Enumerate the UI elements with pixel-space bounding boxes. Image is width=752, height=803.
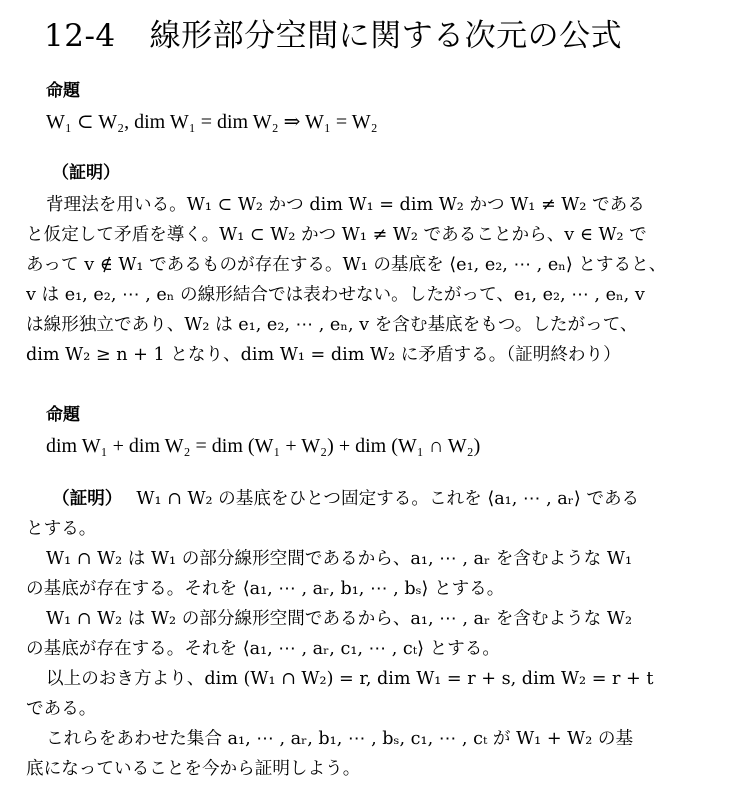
- proposition-1: [26, 78, 718, 136]
- proof-body: [26, 484, 718, 784]
- proof-line: 以上のおき方より、dim (W₁ ∩ W₂) = r, dim W₁ = r + s, dim W₂ = r + t: [46, 669, 654, 689]
- proof-label: （証明）: [52, 489, 123, 509]
- proof-line: W₁ ∩ W₂ の基底をひとつ固定する。これを ⟨a₁, ⋯ , aᵣ⟩ である: [136, 489, 640, 509]
- proof-body: [26, 190, 718, 370]
- proposition-label: 命題: [46, 405, 80, 425]
- proof-line: とする。: [26, 519, 97, 539]
- proof-first-line: [26, 484, 718, 514]
- proposition-2: [26, 402, 718, 460]
- proof-line: の基底が存在する。それを ⟨a₁, ⋯ , aᵣ, b₁, ⋯ , bₛ⟩ とする。: [26, 579, 505, 599]
- proof-line: W₁ ∩ W₂ は W₂ の部分線形空間であるから、a₁, ⋯ , aᵣ を含むような W₂: [46, 609, 633, 629]
- proof-line: と仮定して矛盾を導く。W₁ ⊂ W₂ かつ W₁ ≠ W₂ であることから、v ∈ W₂ で: [26, 225, 647, 245]
- proposition-formula: W₁ ⊂ W₂, dim W₁ = dim W₂ ⇒ W₁ = W₂: [46, 111, 378, 133]
- proof-line: である。: [26, 699, 97, 719]
- proof-line: は線形独立であり、W₂ は e₁, e₂, ⋯ , eₙ, v を含む基底をもつ。したがって、: [26, 315, 638, 335]
- proof-line: 底になっていることを今から証明しよう。: [26, 759, 361, 779]
- section-number: 12-4: [44, 18, 116, 54]
- proof-line: これらをあわせた集合 a₁, ⋯ , aᵣ, b₁, ⋯ , bₛ, c₁, ⋯ , cₜ が W₁ + W₂ の基: [46, 729, 634, 749]
- section-title: [44, 10, 622, 55]
- proof-line: v は e₁, e₂, ⋯ , eₙ の線形結合では表わせない。したがって、e₁, e₂, ⋯ , eₙ, v: [26, 285, 645, 305]
- proof-line: dim W₂ ≥ n + 1 となり、dim W₁ = dim W₂ に矛盾する。（証明終わり）: [26, 345, 621, 365]
- proof-line: あって v ∉ W₁ であるものが存在する。W₁ の基底を ⟨e₁, e₂, ⋯ , eₙ⟩ とすると、: [26, 255, 667, 275]
- proof-1: [26, 160, 718, 370]
- proposition-label: 命題: [46, 81, 80, 101]
- proof-line: の基底が存在する。それを ⟨a₁, ⋯ , aᵣ, c₁, ⋯ , cₜ⟩ とする。: [26, 639, 500, 659]
- proof-line: W₁ ∩ W₂ は W₁ の部分線形空間であるから、a₁, ⋯ , aᵣ を含むような W₁: [46, 549, 633, 569]
- section-heading: 線形部分空間に関する次元の公式: [149, 18, 623, 54]
- proof-label: （証明）: [52, 163, 120, 183]
- proposition-formula: dim W₁ + dim W₂ = dim (W₁ + W₂) + dim (W₁ ∩ W₂): [46, 435, 481, 457]
- proof-2: [26, 484, 718, 784]
- proof-line: 背理法を用いる。W₁ ⊂ W₂ かつ dim W₁ = dim W₂ かつ W₁ ≠ W₂ である: [46, 195, 645, 215]
